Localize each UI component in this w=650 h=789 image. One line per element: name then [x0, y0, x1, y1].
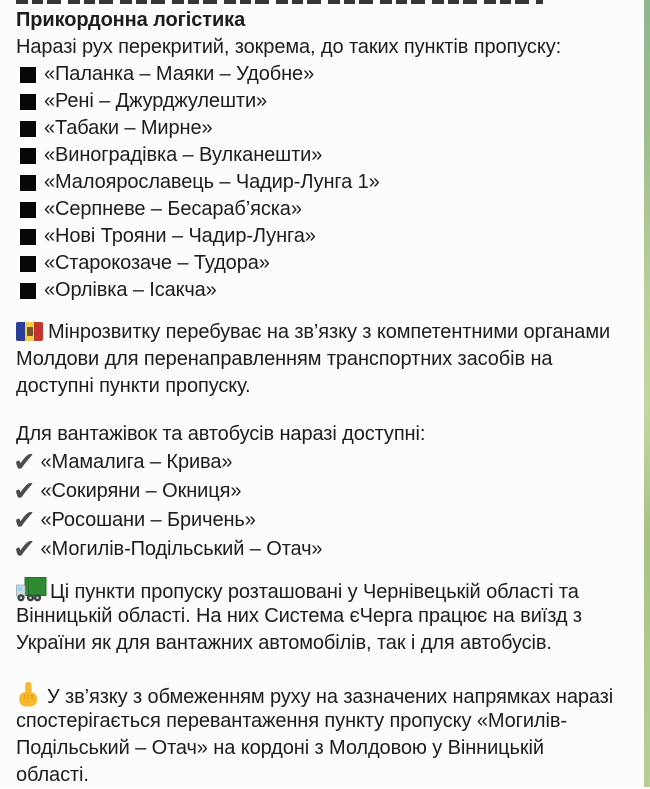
list-item	[16, 142, 634, 169]
truck-paragraph	[16, 576, 634, 657]
moldova-flag-icon	[16, 322, 43, 341]
list-item	[13, 448, 634, 477]
crossing-point-label: «Сокиряни – Окниця»	[40, 480, 242, 502]
crossing-point-label: «Могилів-Подільський – Отач»	[40, 538, 323, 560]
black-square-icon	[20, 148, 36, 164]
index-pointing-up-icon	[16, 681, 40, 708]
paragraph-line: У зв’язку з обмеженням руху на зазначених напрямках наразі	[47, 686, 614, 708]
list-item	[13, 506, 634, 535]
closed-points-list	[16, 61, 634, 304]
moldova-paragraph	[16, 319, 634, 400]
attention-paragraph	[16, 681, 634, 789]
crossing-point-label: «Серпневе – Бесараб’яска»	[44, 198, 302, 220]
crossing-point-label: «Нові Трояни – Чадир-Лунга»	[44, 225, 316, 247]
paragraph-line: Молдови для перенаправленням транспортних засобів на	[16, 348, 553, 370]
check-mark-icon: ✔	[13, 476, 36, 507]
black-square-icon	[20, 121, 36, 137]
paragraph-line: спостерігається перевантаження пункту пропуску «Могилів-	[16, 710, 567, 732]
paragraph-line: Ці пункти пропуску розташовані у Чернівецькій області та	[50, 581, 579, 603]
paragraph-line: Вінницькій області. На них Система єЧерга працює на виїзд з	[16, 605, 582, 627]
crossing-point-label: «Рені – Джурджулешти»	[44, 90, 268, 112]
crossing-point-label: «Табаки – Мирне»	[44, 117, 213, 139]
list-item	[16, 277, 634, 304]
list-item	[16, 196, 634, 223]
black-square-icon	[20, 67, 36, 83]
check-mark-icon: ✔	[13, 534, 36, 565]
crossing-point-label: «Паланка – Маяки – Удобне»	[44, 63, 315, 85]
open-points-intro: Для вантажівок та автобусів наразі доступні:	[16, 423, 426, 445]
crossing-point-label: «Орлівка – Ісакча»	[44, 279, 217, 301]
closed-points-intro: Наразі рух перекритий, зокрема, до таких пунктів пропуску:	[16, 36, 562, 58]
list-item	[16, 250, 634, 277]
chat-background-strip	[644, 0, 650, 787]
list-item	[16, 115, 634, 142]
black-square-icon	[20, 229, 36, 245]
check-mark-icon: ✔	[13, 447, 36, 478]
paragraph-line: Мінрозвитку перебуває на зв’язку з компетентними органами	[48, 321, 611, 343]
check-mark-icon: ✔	[13, 505, 36, 536]
crossing-point-label: «Малоярославець – Чадир-Лунга 1»	[44, 171, 380, 193]
crossing-point-label: «Виноградівка – Вулканешти»	[44, 144, 323, 166]
paragraph-line: Подільський – Отач» на кордоні з Молдовою у Вінницькій	[16, 737, 544, 759]
list-item	[13, 535, 634, 564]
clipped-text-fragment	[16, 0, 543, 4]
list-item	[16, 169, 634, 196]
crossing-point-label: «Старокозаче – Тудора»	[44, 252, 270, 274]
black-square-icon	[20, 256, 36, 272]
open-points-list	[13, 447, 634, 565]
list-item	[13, 477, 634, 506]
black-square-icon	[20, 94, 36, 110]
list-item	[16, 61, 634, 88]
crossing-point-label: «Росошани – Бричень»	[40, 509, 256, 531]
black-square-icon	[20, 175, 36, 191]
green-truck-icon	[16, 576, 47, 603]
crossing-point-label: «Мамалига – Крива»	[40, 451, 233, 473]
list-item	[16, 223, 634, 250]
paragraph-line: України як для вантажних автомобілів, так і для автобусів.	[16, 632, 552, 654]
black-square-icon	[20, 202, 36, 218]
black-square-icon	[20, 283, 36, 299]
paragraph-line: області.	[16, 764, 89, 786]
paragraph-line: доступні пункти пропуску.	[16, 375, 251, 397]
list-item	[16, 88, 634, 115]
post-title: Прикордонна логістика	[16, 9, 246, 31]
